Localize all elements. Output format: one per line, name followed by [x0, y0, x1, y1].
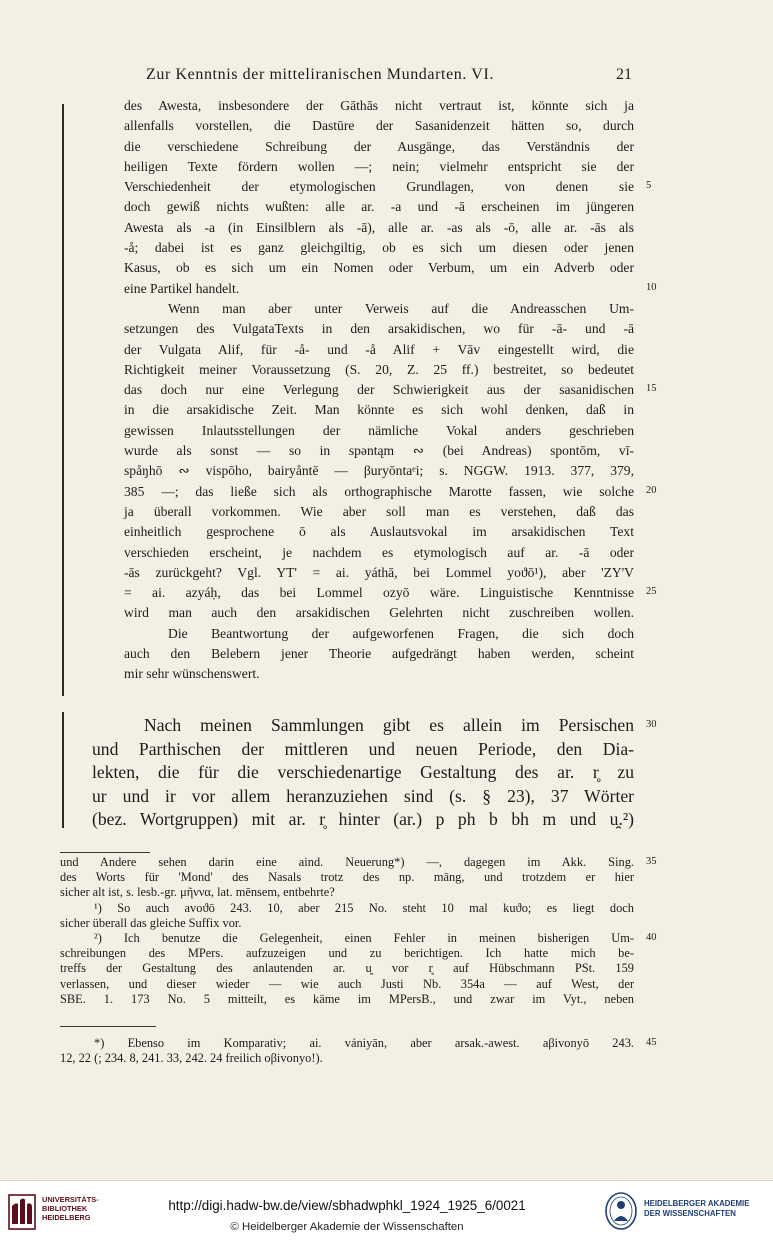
text-line: doch gewiß nichts wußten: alle ar. -a und -ā erscheinen im jüngeren — [124, 199, 634, 215]
text-line: des Awesta, insbesondere der Gāthās nicht vertraut ist, könnte sich ja — [124, 98, 634, 113]
text-line: wird man auch den arsakidischen Gelehrten nicht zuschreiben wollen. — [124, 605, 634, 621]
bottom-footnote — [60, 1036, 634, 1066]
text-line: verlassen, und dieser wieder — wie auch Justi Nb. 354a — auf West, der — [60, 976, 634, 991]
text-line: treffs der Gestaltung des anlautenden ar. u̯ vor r̥ auf Hübschmann PSt. 159 — [60, 961, 634, 976]
line-number: 20 — [646, 484, 657, 496]
text-line: der Vulgata Alif, für -å- und -å Alif + Vāv eingestellt wird, die — [124, 341, 634, 357]
text-line: (bez. Wortgruppen) mit ar. r̥ hinter (ar.) p ph b bh m und u̯.²) — [92, 809, 634, 830]
text-line: und Andere sehen darin eine aind. Neuerung*) —, dagegen im Akk. Sing. — [60, 855, 634, 869]
line-number: 15 — [646, 383, 657, 395]
footnote-rule — [60, 852, 150, 853]
text-line: des Worts für 'Mond' des Nasals trotz des np. māng, und trotzdem er hier — [60, 870, 634, 885]
text-line: Die Beantwortung der aufgeworfenen Fragen, die sich doch — [168, 625, 634, 641]
text-line: lekten, die für die verschiedenartige Gestaltung des ar. r̥ zu — [92, 762, 634, 783]
line-number: 10 — [646, 281, 657, 293]
text-line: mir sehr wünschenswert. — [124, 666, 260, 682]
academy-seal-icon — [604, 1191, 638, 1231]
text-line: SBE. 1. 173 No. 5 mitteilt, es käme im MPersB., und zwar im Vyt., neben — [60, 991, 634, 1006]
text-line: ¹) So auch avoϑō 243. 10, aber 215 No. steht 10 mal kuϑo; es liegt doch — [94, 900, 634, 915]
text-line: = ai. azyáḥ, das bei Lommel ozyō wäre. Linguistische Kenntnisse — [124, 585, 634, 601]
text-line: Awesta als -a (in Einsilblern als -ā), alle ar. -as als -ō, alle ar. -ās als — [124, 219, 634, 235]
library-name: UNIVERSITÄTS- BIBLIOTHEK HEIDELBERG — [42, 1195, 99, 1222]
text-line: wurde als sonst — so in spəntąm ∾ (bei Andreas) spontōm, vī- — [124, 443, 634, 459]
text-line: und Parthischen der mittleren und neuen Periode, den Dia- — [92, 738, 634, 759]
margin-bar — [62, 104, 64, 696]
text-line: die verschiedene Schreibung der Ausgänge, das Verständnis der — [124, 138, 634, 154]
line-number: 45 — [646, 1036, 657, 1048]
text-line: in die arsakidische Zeit. Man könnte es sich wohl denken, daß in — [124, 402, 634, 418]
text-line: gewissen Inlautsstellungen der nämliche Vokal anders geschrieben — [124, 422, 634, 438]
footnotes — [60, 855, 634, 1007]
text-line: einheitlich gesprochene ō als Auslautsvokal im arsakidischen Text — [124, 524, 634, 540]
text-line: sicher überall das gleiche Suffix vor. — [60, 915, 242, 930]
text-line: -å; dabei ist es ganz gleichgiltig, ob es sich um diesen oder jenen — [124, 240, 634, 256]
text-line: allenfalls vorstellen, die Dastūre der Sasanidenzeit hätten so, durch — [124, 118, 634, 134]
copyright-notice: © Heidelberger Akademie der Wissenschaften — [230, 1221, 464, 1233]
text-line: ur und ir vor allem heranzuziehen sind (s. § 23), 37 Wörter — [92, 785, 634, 806]
text-line: auch den Belebern jener Theorie aufgedrängt haben werden, scheint — [124, 646, 634, 662]
text-line: Kasus, ob es sich um ein Nomen oder Verbum, um ein Adverb oder — [124, 260, 634, 276]
running-head — [0, 66, 773, 88]
text-line: heiligen Texte fördern wollen —; nein; vielmehr entspricht sie der — [124, 158, 634, 174]
text-line: spåŋhō ∾ vispōho, bairyåntē — βuryōntaᵉi; s. NGGW. 1913. 377, 379, — [124, 463, 634, 479]
text-line: eine Partikel handelt. — [124, 280, 240, 296]
text-line: das doch nur eine Verlegung der Schwierigkeit aus der sasanidischen — [124, 382, 634, 398]
text-line: *) Ebenso im Komparativ; ai. vániyān, aber arsak.-awest. aβivonyō 243. — [94, 1036, 634, 1050]
text-line: ja überall vorkommen. Wie aber soll man es verstehen, daß das — [124, 503, 634, 519]
text-line: 385 —; das ließe sich als orthographische Marotte fassen, wie solche — [124, 483, 634, 499]
page-number: 21 — [616, 66, 632, 83]
margin-bar — [62, 712, 64, 828]
section-text — [92, 714, 634, 832]
university-library-logo-icon — [8, 1194, 36, 1230]
text-line: Richtigkeit meiner Voraussetzung (S. 20, Z. 25 ff.) bestreitet, so bedeutet — [124, 361, 634, 377]
running-head-title: Zur Kenntnis der mitteliranischen Mundarten. VI. — [146, 66, 494, 83]
text-line: 12, 22 (; 234. 8, 241. 33, 242. 24 freilich oβivonyo!). — [60, 1051, 323, 1066]
text-line: schreibungen des MPers. aufzuzeigen und zu berichtigen. Ich hatte mich be- — [60, 946, 634, 961]
source-url[interactable]: http://digi.hadw-bw.de/view/sbhadwphkl_1924_1925_6/0021 — [168, 1198, 526, 1213]
line-number: 25 — [646, 586, 657, 598]
line-number: 35 — [646, 855, 657, 867]
text-line: Wenn man aber unter Verweis auf die Andreasschen Um- — [168, 300, 634, 316]
text-line: setzungen des VulgataTexts in den arsakidischen, wo für -ā- und -ā — [124, 321, 634, 337]
text-line: verschieden erscheint, je nachdem es etymologisch auf ar. -ā oder — [124, 544, 634, 560]
academy-name: HEIDELBERGER AKADEMIE DER WISSENSCHAFTEN — [644, 1199, 750, 1218]
text-line: Verschiedenheit der etymologischen Grundlagen, von denen sie — [124, 179, 634, 195]
text-line: ²) Ich benutze die Gelegenheit, einen Fehler in meinen bisherigen Um- — [94, 930, 634, 945]
line-number: 40 — [646, 931, 657, 943]
main-text — [124, 96, 634, 685]
footer-bar — [0, 1180, 773, 1241]
text-line: -ās zurückgeht? Vgl. YT' = ai. yáthā, bei Lommel yoϑō¹), aber 'ZY'V — [124, 564, 634, 580]
line-number: 5 — [646, 180, 652, 192]
text-line: sicher alt ist, s. lesb.-gr. μῆννα, lat. mēnsem, entbehrte? — [60, 885, 335, 900]
footnote-rule — [60, 1026, 156, 1027]
text-line: Nach meinen Sammlungen gibt es allein im Persischen — [144, 715, 634, 735]
line-number: 30 — [646, 718, 657, 730]
